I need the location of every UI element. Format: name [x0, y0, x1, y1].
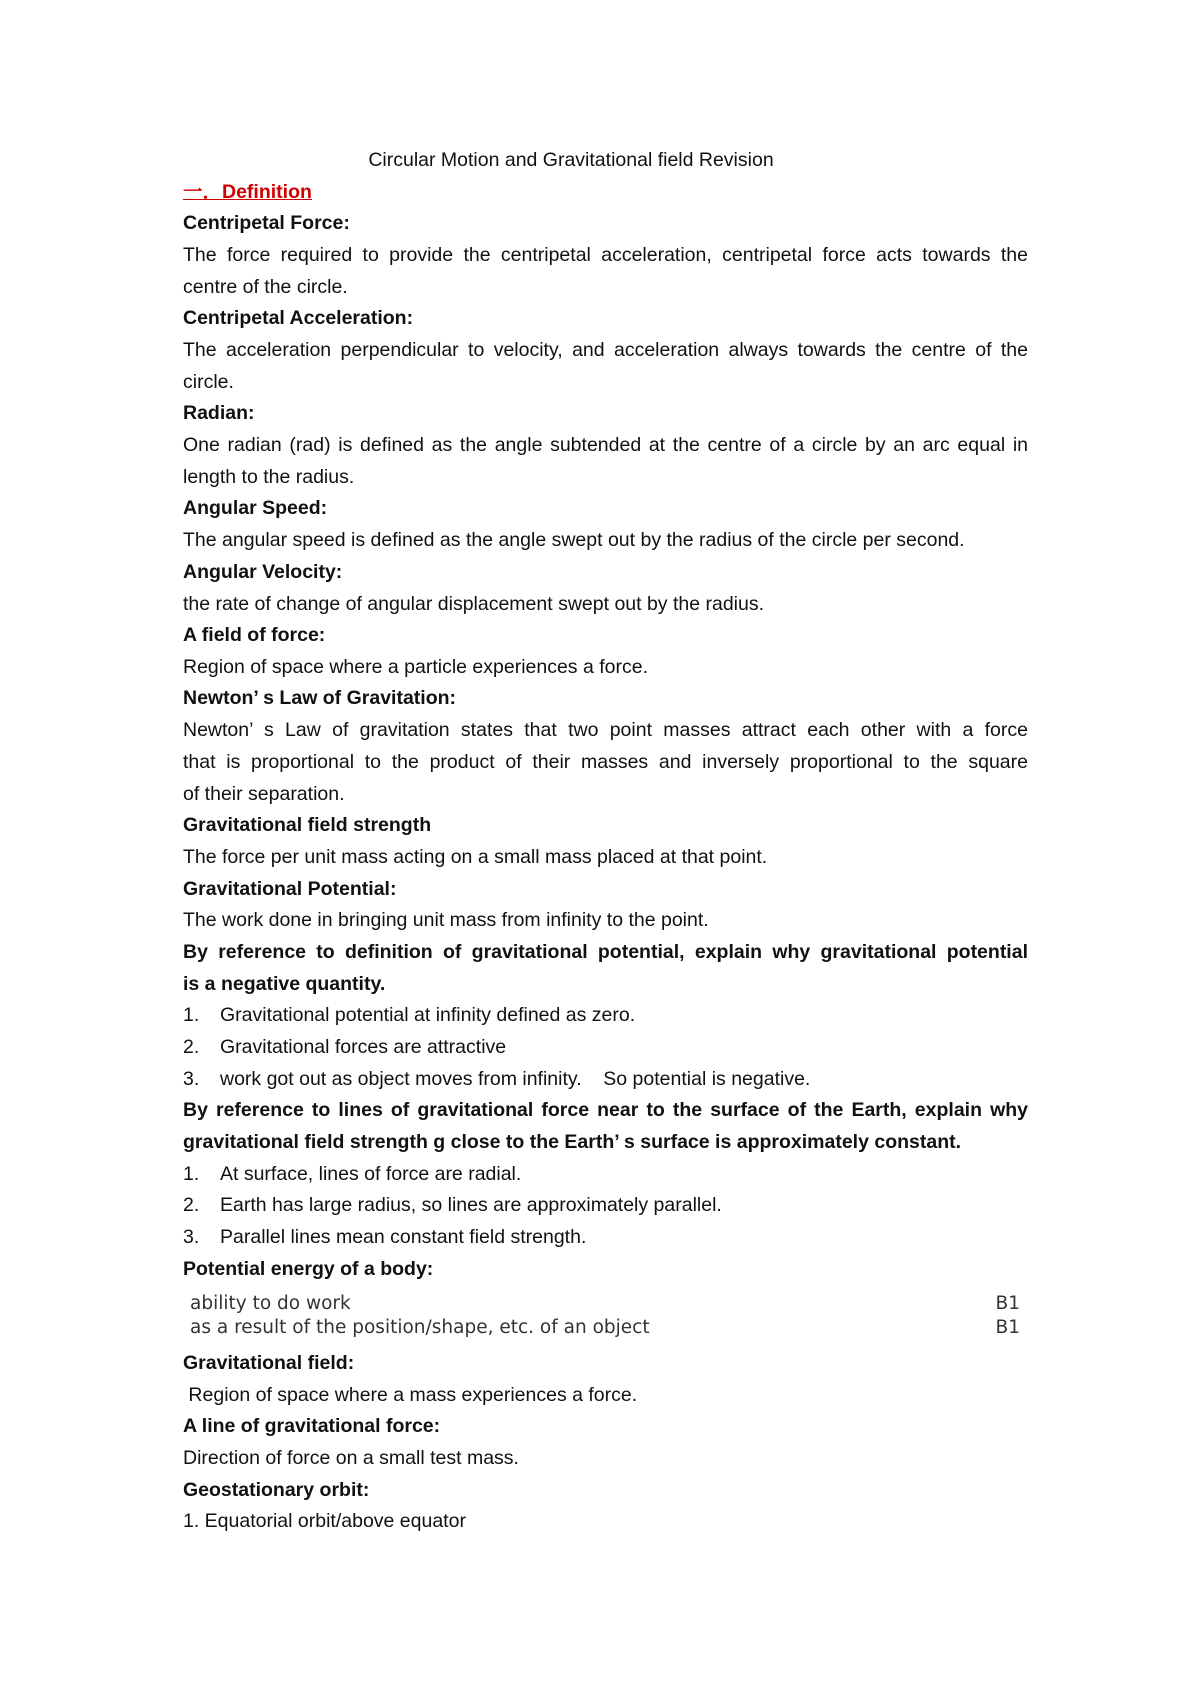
- definition-text: circle.: [183, 371, 234, 393]
- definition-text: Region of space where a particle experiences a force.: [183, 656, 649, 678]
- list-text: Gravitational potential at infinity defined as zero.: [220, 1004, 636, 1026]
- page-title: Circular Motion and Gravitational field Revision: [368, 149, 774, 171]
- definition-text: Region of space where a mass experiences a force.: [183, 1384, 638, 1406]
- list-item: [183, 1003, 1028, 1027]
- term-gravitational-potential: Gravitational Potential:: [183, 878, 397, 900]
- mark-label: B1: [995, 1317, 1020, 1338]
- definition-text: the rate of change of angular displacement swept out by the radius.: [183, 593, 765, 615]
- question-text: By reference to lines of gravitational force near to the surface of the Earth, explain why: [183, 1099, 1028, 1121]
- definition-text: 1. Equatorial orbit/above equator: [183, 1510, 466, 1532]
- term-field-of-force: A field of force:: [183, 624, 326, 646]
- term-line-of-force: A line of gravitational force:: [183, 1415, 441, 1437]
- list-text: At surface, lines of force are radial.: [220, 1163, 522, 1185]
- list-text: Parallel lines mean constant field strength.: [220, 1226, 587, 1248]
- mark-scheme-row: [190, 1292, 1020, 1316]
- definition-text: Newton’ s Law of gravitation states that two point masses attract each other with a force: [183, 719, 1028, 741]
- list-item: [183, 1162, 1028, 1186]
- term-centripetal-force: Centripetal Force:: [183, 212, 350, 234]
- list-text: Gravitational forces are attractive: [220, 1036, 507, 1058]
- definition-text: of their separation.: [183, 783, 345, 805]
- question-text: gravitational field strength g close to the Earth’ s surface is approximately constant.: [183, 1131, 962, 1153]
- list-item: [183, 1193, 1028, 1217]
- definition-text: The force per unit mass acting on a small mass placed at that point.: [183, 846, 768, 868]
- term-gravitational-field: Gravitational field:: [183, 1352, 355, 1374]
- mark-scheme-text: as a result of the position/shape, etc. of an object: [190, 1317, 650, 1338]
- term-geostationary-orbit: Geostationary orbit:: [183, 1479, 370, 1501]
- term-angular-velocity: Angular Velocity:: [183, 561, 343, 583]
- definition-text: The work done in bringing unit mass from infinity to the point.: [183, 909, 709, 931]
- definition-text: The angular speed is defined as the angle swept out by the radius of the circle per second.: [183, 529, 965, 551]
- question-text: By reference to definition of gravitational potential, explain why gravitational potential: [183, 941, 1028, 963]
- term-radian: Radian:: [183, 402, 255, 424]
- mark-scheme-text: ability to do work: [190, 1293, 351, 1314]
- list-number: 1.: [183, 1163, 200, 1185]
- list-number: 2.: [183, 1194, 200, 1216]
- mark-label: B1: [995, 1293, 1020, 1314]
- definition-text: centre of the circle.: [183, 276, 348, 298]
- definition-text: The acceleration perpendicular to velocity, and acceleration always towards the centre of the: [183, 339, 1028, 361]
- question-text: is a negative quantity.: [183, 973, 386, 995]
- list-item: [183, 1225, 1028, 1249]
- definition-text: One radian (rad) is defined as the angle subtended at the centre of a circle by an arc equal in: [183, 434, 1028, 456]
- mark-scheme-row: [190, 1316, 1020, 1340]
- definition-text: length to the radius.: [183, 466, 355, 488]
- term-potential-energy: Potential energy of a body:: [183, 1258, 434, 1280]
- term-centripetal-acceleration: Centripetal Acceleration:: [183, 307, 414, 329]
- list-text: work got out as object moves from infinity. So potential is negative.: [220, 1068, 811, 1090]
- list-text: Earth has large radius, so lines are approximately parallel.: [220, 1194, 722, 1216]
- list-number: 1.: [183, 1004, 200, 1026]
- definition-text: Direction of force on a small test mass.: [183, 1447, 519, 1469]
- definition-text: that is proportional to the product of their masses and inversely proportional to the square: [183, 751, 1028, 773]
- list-item: [183, 1067, 1028, 1091]
- term-angular-speed: Angular Speed:: [183, 497, 328, 519]
- term-newtons-law: Newton’ s Law of Gravitation:: [183, 687, 457, 709]
- list-number: 3.: [183, 1068, 200, 1090]
- list-item: [183, 1035, 1028, 1059]
- term-field-strength: Gravitational field strength: [183, 814, 432, 836]
- list-number: 3.: [183, 1226, 200, 1248]
- section-heading: 一．Definition: [183, 181, 312, 203]
- definition-text: The force required to provide the centripetal acceleration, centripetal force acts towards the: [183, 244, 1028, 266]
- list-number: 2.: [183, 1036, 200, 1058]
